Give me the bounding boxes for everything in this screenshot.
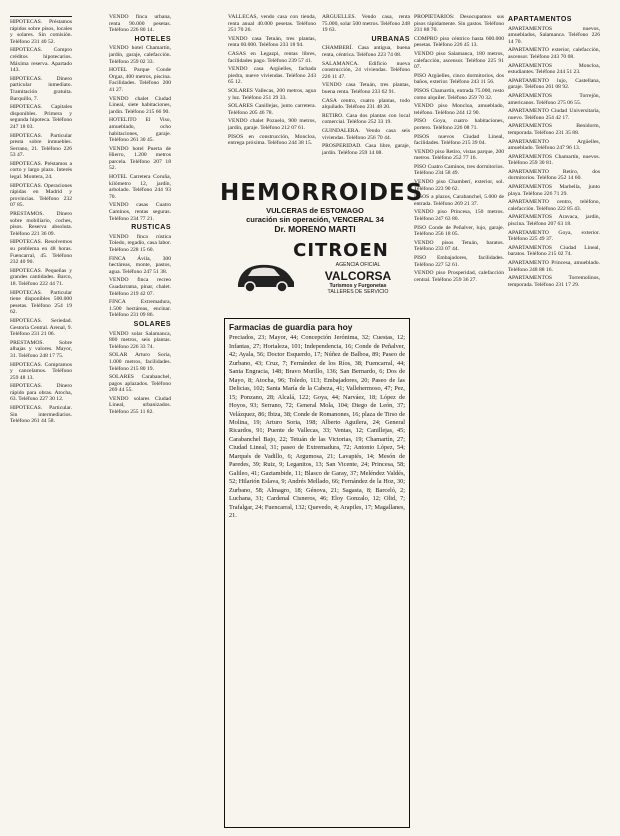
classified-ad: PISOS a plazos, Carabanchel, 5.000 de entrada. Teléfono 269 21 37. bbox=[414, 194, 504, 207]
classified-ad: APARTAMENTO exterior, calefacción, ascensor. Teléfono 243 70 08. bbox=[508, 47, 600, 60]
farmacias-box bbox=[224, 318, 410, 828]
classified-ad: VENDO finca urbana, renta 90.000 pesetas. Teléfono 226 80 14. bbox=[109, 14, 171, 34]
classified-ad: PISOS en construcción, Moncloa, entrega próxima. Teléfono 244 38 15. bbox=[228, 133, 316, 147]
classified-ad: SALAMANCA. Edificio nueva construcción, 24 viviendas. Teléfono 226 11 47. bbox=[322, 60, 410, 80]
classified-ad: APARTAMENTO lujo, Castellana, garaje. Teléfono 261 08 92. bbox=[508, 77, 600, 91]
citroen-brand: CITROEN bbox=[293, 240, 389, 261]
column-3 bbox=[228, 14, 316, 174]
section-heading-apartamentos: APARTAMENTOS bbox=[508, 16, 572, 23]
classified-ad: HIPOTECAS. Particular. Sin intermediarios. Teléfono 261 44 58. bbox=[10, 405, 72, 425]
classified-ad: APARTAMENTOS Moncloa, estudiantes. Teléfono 244 51 23. bbox=[508, 62, 600, 76]
section-heading-urbanas: URBANAS bbox=[371, 35, 410, 43]
classified-ad: PISO Embajadores, facilidades. Teléfono 227 52 61. bbox=[414, 255, 504, 268]
classified-ad: SOLARES Canillejas, junto carretera. Teléfono 205 46 78. bbox=[228, 103, 316, 116]
classified-ad: APARTAMENTO Argüelles, amueblado. Teléfono 247 96 13. bbox=[508, 138, 600, 152]
classified-ad: PROPIETARIOS: Desocupamos sus pisos rápidamente. Sin gastos. Teléfono 231 88 70. bbox=[414, 14, 504, 34]
classified-ad: VENDO solares Ciudad Lineal, urbanizados. Teléfono 255 11 82. bbox=[109, 395, 171, 416]
column-6 bbox=[508, 14, 600, 824]
classified-ad: APARTAMENTO Goya, exterior. Teléfono 225 49 37. bbox=[508, 229, 600, 243]
classified-ad: VENDO piso Moncloa, amueblado, teléfono. Teléfono 244 12 90. bbox=[414, 103, 504, 116]
classified-ad: APARTAMENTOS Aravaca, jardín, piscina. Teléfono 207 63 18. bbox=[508, 214, 600, 228]
classified-ad: VENDO piso Princesa, 150 metros. Teléfono 247 63 80. bbox=[414, 209, 504, 223]
classified-ad: PROSPERIDAD. Casa libre, garaje, jardín. Teléfono 259 14 08. bbox=[322, 143, 410, 156]
classified-ad: VENDO piso Retiro, vistas parque, 200 metros. Teléfono 252 77 16. bbox=[414, 148, 504, 162]
citroen-line: TALLERES DE SERVICIO bbox=[327, 289, 389, 296]
classified-ad: HOTELITO El Viso, amueblado, ocho habitaciones, garaje. Teléfono 261 30 45. bbox=[109, 117, 171, 144]
classified-ad: VENDO hotel Puerta de Hierro, 1.200 metros parcela. Teléfono 207 18 52. bbox=[109, 145, 171, 172]
classified-ad: APARTAMENTO Retiro, dos dormitorios. Teléfono 252 14 60. bbox=[508, 168, 600, 182]
classified-ad: APARTAMENTO centro, teléfono, calefacción. Teléfono 222 85 43. bbox=[508, 199, 600, 212]
classified-ad: VENDO casas Cuatro Caminos, rentas seguras. Teléfono 234 77 21. bbox=[109, 202, 171, 222]
classified-ad: VENDO piso Salamanca, 180 metros, calefacción, ascensor. Teléfono 225 91 07. bbox=[414, 50, 504, 71]
classified-ad: VENDO casa Argüelles, fachada piedra, nueve viviendas. Teléfono 243 65 12. bbox=[228, 66, 316, 86]
citroen-line: Turismos y Furgonetas bbox=[329, 282, 387, 289]
classified-ad: APARTAMENTO Ciudad Universitaria, nuevo. Teléfono 254 42 17. bbox=[508, 108, 600, 121]
classified-ad: PISO Goya, cuatro habitaciones, portero. Teléfono 226 08 71. bbox=[414, 118, 504, 131]
classified-ad: PRESTAMOS. Sobre alhajas y valores. Mayor, 31. Teléfono 248 17 75. bbox=[10, 339, 72, 359]
hemo-address: Dr. MORENO MARTI bbox=[274, 224, 356, 234]
hemo-title: HEMORROIDES bbox=[220, 180, 424, 206]
classified-ad: FINCA Extremadura, 1.500 hectáreas, encinar. Teléfono 231 09 86. bbox=[109, 299, 171, 319]
farmacias-title: Farmacias de guardia para hoy bbox=[229, 322, 353, 332]
classified-ad: PISOS nuevos Ciudad Lineal, facilidades. Teléfono 215 39 04. bbox=[414, 133, 504, 147]
classified-ad: VENDO chalet Pozuelo, 900 metros, jardín, garaje. Teléfono 212 07 61. bbox=[228, 118, 316, 131]
classified-ad: SOLAR Arturo Soria, 1.000 metros, facilidades. Teléfono 215 80 19. bbox=[109, 352, 171, 372]
column-5 bbox=[414, 14, 504, 824]
classified-ad: VENDO finca recreo Guadarrama, pinar, chalet. Teléfono 219 42 07. bbox=[109, 277, 171, 297]
column-1 bbox=[10, 14, 72, 824]
classified-ad: APARTAMENTOS Torrejón, americanos. Teléfono 275 06 55. bbox=[508, 92, 600, 106]
classified-ad: VENDO finca rústica Toledo, regadío, casa labor. Teléfono 228 15 60. bbox=[109, 233, 171, 253]
classified-ad: VENDO hotel Chamartín, jardín, garaje, calefacción. Teléfono 259 02 33. bbox=[109, 45, 171, 65]
classified-ad: SOLARES Carabanchel, pagos aplazados. Teléfono 269 44 55. bbox=[109, 374, 171, 394]
classified-ad: APARTAMENTOS Chamartín, nuevos. Teléfono 259 30 81. bbox=[508, 153, 600, 167]
classified-ad: PRESTAMOS. Dinero sobre mobiliario, coches, pisos. Reserva absoluta. Teléfono 221 36 09. bbox=[10, 211, 72, 237]
classified-ad: APARTAMENTOS Ciudad Lineal, baratos. Teléfono 215 02 74. bbox=[508, 244, 600, 258]
classified-ad: APARTAMENTOS Marbella, junto playa. Teléfono 226 71 29. bbox=[508, 184, 600, 197]
divider bbox=[10, 16, 72, 17]
classified-ad: APARTAMENTOS Torremolinos, temporada. Teléfono 231 17 29. bbox=[508, 275, 600, 288]
section-heading-hoteles: HOTELES bbox=[134, 35, 171, 43]
classified-ad: HIPOTECAS. Resolvemos su problema en 48 horas. Fuencarral, 45. Teléfono 232 40 90. bbox=[10, 239, 72, 266]
classified-ad: APARTAMENTO Princesa, amueblado. Teléfono 248 88 16. bbox=[508, 260, 600, 273]
citroen-agency: AGENCIA OFICIAL bbox=[335, 262, 381, 268]
classified-ad: VENDO chalet Ciudad Lineal, siete habitaciones, jardín. Teléfono 215 66 90. bbox=[109, 95, 171, 115]
classified-ad: VENDO piso Prosperidad, calefacción central. Teléfono 259 36 27. bbox=[414, 270, 504, 283]
citroen-advertisement bbox=[222, 240, 410, 306]
citroen-dealer-name: VALCORSA bbox=[324, 268, 392, 283]
classified-ad: CASAS en Legazpi, rentas libres, facilidades pago. Teléfono 239 57 41. bbox=[228, 50, 316, 64]
classified-ad: PISOS Chamartín, entrada 75.000, resto como alquiler. Teléfono 259 70 32. bbox=[414, 87, 504, 101]
classified-ad: APARTAMENTOS Benidorm, temporada. Teléfono 231 35 88. bbox=[508, 123, 600, 136]
classified-ad: COMPRO piso céntrico hasta 600.000 pesetas. Teléfono 226 45 13. bbox=[414, 35, 504, 49]
column-2 bbox=[109, 14, 171, 824]
classified-ad: HIPOTECAS. Capitales disponibles. Primera y segunda hipoteca. Teléfono 247 18 03. bbox=[10, 104, 72, 130]
classified-ad: HOTEL Parque Conde Orgaz, 400 metros, piscina. Facilidades. Teléfono 200 41 27. bbox=[109, 67, 171, 93]
classified-ad: CASA centro, cuatro plantas, todo alquilado. Teléfono 231 48 20. bbox=[322, 97, 410, 111]
farmacias-list: Preciados, 23; Mayor, 44; Concepción Jerónima, 32; Cuestas, 12; Infantas, 27; Hortaleza, 101; Independencia, 16; Conde de Peñalver, 42; Ayala, 56; Doctor Esquerdo, 17; Núñez de Balboa, 89; Paseo de Zurbano, 43; Cruz, 7; Fernández de los Ríos, 38; Fuencarral, 44; Santa Engracia, 148; Bravo Murillo, 136; San Bernardo, 6; Dos de Mayo, 8; Atocha, 96; Toledo, 113; Embajadores, 20; Paseo de las Delicias, 102; Santa María de la Cabeza, 41; Vallehermoso, 47; Pez, 15; Ponzano, 28; Alcalá, 122; Goya, 44; Narváez, 18; López de Hoyos, 93; Serrano, 72; General Mola, 104; Diego de León, 37; Velázquez, 86; Ibiza, 38; Conde de Romanones, 16; plaza de Tirso de Molina, 19; Arturo Soria, 198; Alberto Aguilera, 24; General Ricardos, 91; Puente de Vallecas, 33; Ventas, 12; Canillejas, 45; Carabanchel Bajo, 22; Tetuán de las Victorias, 19; Chamartín, 27; Ciudad Lineal, 31; paseo de Extremadura, 72; Antonio López, 54; Marqués de Vadillo, 6; Argumosa, 21; Lavapiés, 14; Mesón de Paredes, 39; Ruiz, 9; Leganitos, 13; San Vicente, 24; Princesa, 58; Galileo, 41; Gaztambide, 11; Blasco de Garay, 37; Meléndez Valdés, 52; Hilarión Eslava, 9; Andrés Mellado, 66; Fernández de la Hoz, 30; Zurbano, 58; Almagro, 18; Génova, 21; Sagasta, 8; Barceló, 2; Luchana, 31; Cardenal Cisneros, 46; Eloy Gonzalo, 12; Olid, 7; Trafalgar, 24; Fuencarral, 132; Quevedo, 4; Arapiles, 17; Magallanes, 21. bbox=[229, 334, 405, 519]
classified-ad: HIPOTECAS. Seriedad. Gestoría Central. Arenal, 9. Teléfono 231 21 06. bbox=[10, 317, 72, 338]
car-illustration-icon bbox=[234, 260, 298, 294]
classified-ad: PISO Cuatro Caminos, tres dormitorios. Teléfono 234 58 49. bbox=[414, 163, 504, 177]
classified-ad: HIPOTECAS. Dinero rápido para obras. Atocha, 63. Teléfono 227 30 12. bbox=[10, 383, 72, 403]
classified-ad: GUINDALERA. Vendo casa seis viviendas. Teléfono 256 70 44. bbox=[322, 127, 410, 141]
classified-ad: SOLARES Vallecas, 200 metros, agua y luz. Teléfono 251 29 33. bbox=[228, 87, 316, 101]
column-4 bbox=[322, 14, 410, 174]
classified-ad: VENDO solar Salamanca, 800 metros, seis plantas. Teléfono 226 33 74. bbox=[109, 330, 171, 350]
classified-ad: HIPOTECAS. Particular presta sobre inmuebles. Serrano, 21. Teléfono 226 53 47. bbox=[10, 132, 72, 159]
section-heading-solares: SOLARES bbox=[133, 320, 171, 328]
classified-ad: VALLECAS, vendo casa con tienda, renta anual 40.000 pesetas. Teléfono 251 70 26. bbox=[228, 14, 316, 34]
classified-ad: VENDO casa Tetuán, tres plantas, renta 60.000. Teléfono 233 18 94. bbox=[228, 35, 316, 49]
classified-ad: RETIRO. Casa dos plantas con local comercial. Teléfono 252 33 19. bbox=[322, 112, 410, 126]
classified-ad: HIPOTECAS. Pequeñas y grandes cantidades. Barco, 18. Teléfono 222 44 71. bbox=[10, 267, 72, 287]
citroen-text-block bbox=[306, 262, 410, 296]
classified-ad: HIPOTECAS. Préstamos a corto y largo plazo. Interés legal. Montera, 24. bbox=[10, 160, 72, 181]
classified-ad: ARGÜELLES. Vendo casa, renta 75.000, solar 500 metros. Teléfono 248 19 63. bbox=[322, 14, 410, 34]
classified-ad: HIPOTECAS. Particular tiene disponibles 500.000 pesetas. Teléfono 254 19 62. bbox=[10, 289, 72, 316]
classified-ad: VENDO pisos Tetuán, baratos. Teléfono 233 07 44. bbox=[414, 239, 504, 253]
section-heading-rusticas: RUSTICAS bbox=[131, 224, 171, 232]
classified-ad: VENDO piso Chamberí, exterior, sol. Teléfono 223 90 62. bbox=[414, 179, 504, 192]
hemorroides-advertisement bbox=[220, 180, 424, 236]
hemo-line: VULCERAS de ESTOMAGO bbox=[266, 206, 364, 215]
classified-ad: VENDO casa Tetuán, tres plantas, buena renta. Teléfono 233 62 91. bbox=[322, 82, 410, 95]
classified-ad: HOTEL Carretera Coruña, kilómetro 12, jardín, arbolado. Teléfono 244 93 70. bbox=[109, 174, 171, 200]
classified-ad: PISO Argüelles, cinco dormitorios, dos baños, exterior. Teléfono 243 11 56. bbox=[414, 72, 504, 86]
classified-ad: APARTAMENTOS nuevos, amueblados, Salamanca. Teléfono 226 14 70. bbox=[508, 25, 600, 45]
classified-ad: HIPOTECAS. Préstamos rápidos sobre pisos, locales y solares. Sin comisión. Teléfono 231 40 52. bbox=[10, 19, 72, 45]
classified-ad: HIPOTECAS. Compramos y cancelamos. Teléfono 259 48 13. bbox=[10, 361, 72, 381]
classified-ad: PISO Conde de Peñalver, lujo, garaje. Teléfono 256 18 05. bbox=[414, 224, 504, 238]
classified-ad: HIPOTECAS. Compro créditos hipotecarios. Máxima reserva. Apartado 143. bbox=[10, 47, 72, 74]
hemo-line: curación sin operación, VENCERAL 34 bbox=[246, 215, 384, 224]
classified-ad: CHAMBERÍ. Casa antigua, buena renta, céntrica. Teléfono 223 74 08. bbox=[322, 45, 410, 58]
classified-ad: HIPOTECAS. Operaciones rápidas en Madrid y provincias. Teléfono 232 07 85. bbox=[10, 182, 72, 209]
classified-ad: HIPOTECAS. Dinero particular inmediato. Tramitación gratuita. Barquillo, 7. bbox=[10, 75, 72, 102]
classified-ad: FINCA Ávila, 300 hectáreas, monte, pastos, agua. Teléfono 247 51 38. bbox=[109, 255, 171, 275]
